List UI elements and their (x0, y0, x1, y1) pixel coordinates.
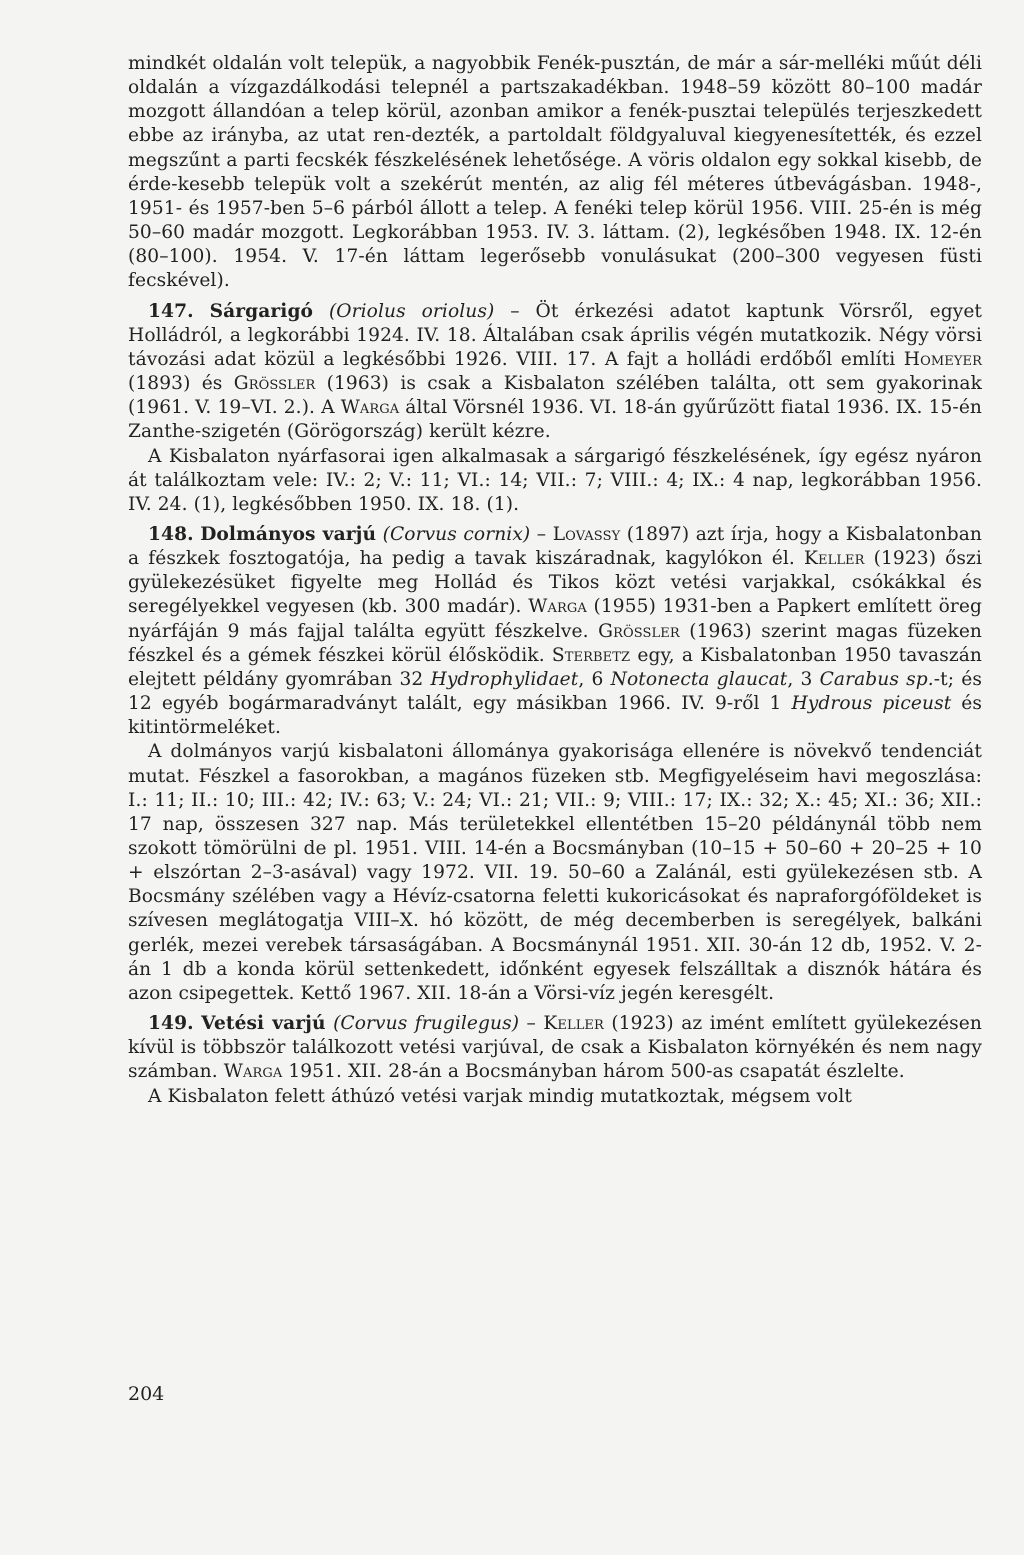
species-148-paragraph-1 (128, 523, 982, 740)
body-text (128, 52, 982, 1115)
author-name: Sterbetz (551, 644, 631, 666)
taxon-name: Hydrophylidaet (430, 668, 579, 690)
author-name: Lovassy (552, 523, 621, 545)
text-run: – Öt érkezési adatot kaptunk Vörsről, egyet Holládról, a legkorábbi 1924. IV. 18. Általában csak április végén mutatkozik. Négy vörsi távozási adat közül a legkésőbbi 1926. VIII. 17. A fajt a holládi erdőből említi (128, 300, 983, 370)
text-run: A Kisbalaton felett áthúzó vetési varjak mindig mutatkoztak, mégsem volt (148, 1085, 852, 1107)
taxon-name: Hydrous piceust (791, 693, 952, 715)
author-name: Grössler (598, 620, 680, 642)
species-147-paragraph-1 (128, 300, 982, 445)
text-run: – (530, 523, 553, 545)
text-run: -t; és 12 egyéb bogármaradványt talált, egy másikban 1966. IV. 9-ről 1 (128, 668, 983, 715)
intro-paragraph (128, 52, 982, 294)
text-run: (1923) őszi gyülekezésüket figyelte meg Hollád és Tikos közt vetési varjakkal, csókákkal és seregélyekkel vegyesen (kb. 300 madár). (128, 548, 982, 618)
taxon-name: Carabus sp. (819, 668, 934, 690)
text-run: (1963) is csak a Kisbalaton szélében találta, ott sem gyakorinak (1961. V. 19–VI. 2.). A (128, 373, 982, 419)
text-run: (1893) és (128, 373, 234, 395)
text-run: által Vörsnél 1936. VI. 18-án gyűrűzött fiatal 1936. IX. 15-én Zanthe-szigetén (Görögország) került kézre. (128, 397, 982, 443)
species-147-paragraph-2 (128, 445, 982, 517)
text-run: 1951. XII. 28-án a Bocsmányban három 500-as csapatát észlelte. (282, 1061, 905, 1083)
species-number: 147. (148, 300, 194, 322)
species-name-hungarian: Sárgarigó (209, 300, 314, 322)
species-148-paragraph-2 (128, 740, 982, 1006)
species-name-latin: (Corvus frugilegus) (333, 1013, 520, 1035)
author-name: Warga (528, 596, 587, 618)
text-run: (1897) azt írja, hogy a Kisbalatonban a fészkek fosztogatója, ha pedig a tavak kiszáradnak, kagylókon él. (128, 523, 983, 570)
author-name: Homeyer (903, 348, 982, 370)
species-number: 149. (148, 1013, 194, 1035)
species-149-paragraph-2 (128, 1085, 982, 1109)
species-name-latin: (Corvus cornix) (382, 523, 531, 545)
author-name: Warga (223, 1061, 283, 1083)
species-name-hungarian: Dolmányos varjú (200, 523, 377, 545)
text-run: (1963) szerint magas füzeken fészkel és a gémek fészkei körül élősködik. (128, 620, 982, 666)
text-run: , 3 (787, 668, 820, 690)
text-run: és kitintörmeléket. (128, 693, 982, 739)
author-name: Warga (340, 397, 400, 419)
intro-text: mindkét oldalán volt telepük, a nagyobbik Fenék-pusztán, de már a sár-melléki műút déli oldalán a vízgazdálkodási telepnél a partszakadékban. 1948–59 között 80–100 madár mozgott állandóan a telep körül, azonban amikor a fenék-pusztai település terjeszkedett ebbe az irányba, az utat ren-dezték, a partoldalt földgyaluval kiegyenesítették, és ezzel megszűnt a parti fecskék fészkelésének lehetősége. A vöris oldalon egy sokkal kisebb, de érde-kesebb telepük volt a szekérút mentén, az alig fél méteres útbevágásban. 1948-, 1951- és 1957-ben 5–6 párból állott a telep. A fenéki telep körül 1956. VIII. 25-én is még 50–60 madár mozgott. Legkorábban 1953. IV. 3. láttam. (2), legkésőben 1948. IX. 12-én (80–100). 1954. V. 17-én láttam legerősebb vonulásukat (200–300 vegyesen füsti fecskével). (128, 53, 982, 292)
text-run: , 6 (578, 668, 611, 690)
species-name-latin: (Oriolus oriolus) (328, 300, 495, 322)
text-run: (1923) az imént említett gyülekezésen kívül is többször találkozott vetési varjúval, de csak a Kisbalaton környékén és nem nagy számban. (128, 1013, 982, 1083)
text-run: A Kisbalaton nyárfasorai igen alkalmasak a sárgarigó fészkelésének, így egész nyáron át találkoztam vele: IV.: 2; V.: 11; VI.: 14; VII.: 7; VIII.: 4; IX.: 4 nap, legkorábban 1956. IV. 24. (1), legkésőbben 1950. IX. 18. (1). (128, 445, 982, 515)
page-number: 204 (128, 1383, 165, 1405)
text-run: egy, a Kisbalatonban 1950 tavaszán elejtett példány gyomrában 32 (128, 644, 982, 690)
text-run: – (519, 1013, 544, 1035)
taxon-name: Notonecta glaucat (610, 668, 788, 690)
species-149-paragraph-1 (128, 1012, 982, 1084)
text-run: (1955) 1931-ben a Papkert említett öreg nyárfáján 9 más fajjal találta együtt fészkelve. (128, 596, 983, 642)
author-name: Keller (543, 1013, 604, 1035)
text-run: A dolmányos varjú kisbalatoni állománya gyakorisága ellenére is növekvő tendenciát mutat. Fészkel a fasorokban, a magános füzeken stb. Megfigyeléseim havi megoszlása: I.: 11; II.: 10; III.: 42; IV.: 63; V.: 24; VI.: 21; VII.: 9; VIII.: 17; IX.: 32; X.: 45; XI.: 36; XII.: 17 nap, összesen 327 nap. Más területekkel ellentétben 15–20 példánynál több nem szokott tömörülni de pl. 1951. VIII. 14-én a Bocsmányban (10–15 + 50–60 + 20–25 + 10 + elszórtan 2–3-asával) vagy 1972. VII. 19. 50–60 a Zalánál, esti gyülekezésen stb. A Bocsmány szélében vagy a Hévíz-csatorna feletti kukoricásokat és napraforgóföldeket is szívesen meglátogatja VIII–X. hó között, de még decemberben is seregélyek, balkáni gerlék, mezei verebek társaságában. A Bocsmánynál 1951. XII. 30-án 12 db, 1952. V. 2-án 1 db a konda körül settenkedett, időnként egyesek felszálltak a disznók hátára és azon csipegettek. Kettő 1967. XII. 18-án a Vörsi-víz jegén keresgélt. (128, 741, 982, 1004)
author-name: Grössler (233, 373, 316, 395)
species-number: 148. (148, 523, 194, 545)
author-name: Keller (804, 548, 865, 570)
species-name-hungarian: Vetési varjú (201, 1013, 326, 1035)
